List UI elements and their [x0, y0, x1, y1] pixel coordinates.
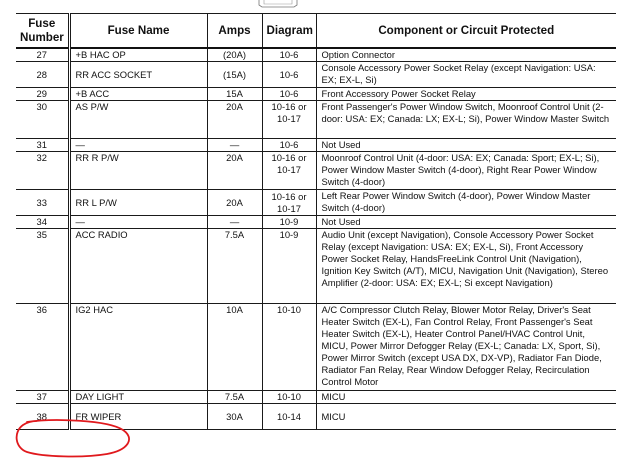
fuse-number-cell: 31 [16, 139, 69, 152]
component-cell: Option Connector [316, 48, 616, 62]
table-row [16, 404, 616, 430]
fuse-name-cell: DAY LIGHT [69, 391, 207, 404]
table-row [16, 139, 616, 152]
table-row [16, 216, 616, 229]
amps-cell: 7.5A [207, 391, 262, 404]
component-cell: MICU [316, 404, 616, 430]
fuse-name-cell: ACC RADIO [69, 229, 207, 304]
header-diagram: Diagram [262, 14, 316, 49]
diagram-cell: 10-14 [262, 404, 316, 430]
fuse-name-cell: RR ACC SOCKET [69, 62, 207, 88]
fuse-number-cell: 35 [16, 229, 69, 304]
fuse-name-cell: AS P/W [69, 101, 207, 139]
component-cell: MICU [316, 391, 616, 404]
amps-cell: (20A) [207, 48, 262, 62]
diagram-cell: 10-10 [262, 304, 316, 391]
fuse-number-cell: 34 [16, 216, 69, 229]
component-cell: A/C Compressor Clutch Relay, Blower Motor Relay, Driver's Seat Heater Switch (EX-L), Fan Control Relay, Front Passenger's Seat Heater Switch (EX-L), Heater Control Panel/HVAC Control Unit, MICU, Power Mirror Defogger Relay (EX-L; Canada: LX, Sport, Si), Power Mirror Switch (except USA DX, DX-VP), Radiator Fan Diode, Radiator Fan Relay, Rear Window Defogger Relay, Recirculation Control Motor [316, 304, 616, 391]
fuse-name-cell: RR R P/W [69, 152, 207, 190]
fuse-name-cell: +B ACC [69, 88, 207, 101]
table-row [16, 391, 616, 404]
page-top-decoration [258, 0, 298, 8]
diagram-cell: 10-9 [262, 216, 316, 229]
table-row [16, 48, 616, 62]
fuse-name-cell: FR WIPER [69, 404, 207, 430]
table-row [16, 229, 616, 304]
fuse-number-cell: 38 [16, 404, 69, 430]
fuse-number-cell: 27 [16, 48, 69, 62]
table-row [16, 190, 616, 216]
amps-cell: 20A [207, 190, 262, 216]
amps-cell: — [207, 139, 262, 152]
table-row [16, 101, 616, 139]
fuse-name-cell: IG2 HAC [69, 304, 207, 391]
amps-cell: 10A [207, 304, 262, 391]
table-row [16, 88, 616, 101]
amps-cell: 7.5A [207, 229, 262, 304]
header-amps: Amps [207, 14, 262, 49]
fuse-name-cell: — [69, 216, 207, 229]
header-fuse-name: Fuse Name [69, 14, 207, 49]
diagram-cell: 10-16 or 10-17 [262, 152, 316, 190]
component-cell: Not Used [316, 216, 616, 229]
fuse-name-cell: RR L P/W [69, 190, 207, 216]
amps-cell: 15A [207, 88, 262, 101]
table-row [16, 304, 616, 391]
fuse-number-cell: 29 [16, 88, 69, 101]
header-fuse-number: Fuse Number [16, 14, 69, 49]
fuse-number-cell: 36 [16, 304, 69, 391]
fuse-rows [16, 48, 616, 430]
fuse-number-cell: 33 [16, 190, 69, 216]
fuse-number-cell: 37 [16, 391, 69, 404]
diagram-cell: 10-6 [262, 88, 316, 101]
diagram-cell: 10-9 [262, 229, 316, 304]
amps-cell: 30A [207, 404, 262, 430]
component-cell: Moonroof Control Unit (4-door: USA: EX; Canada: Sport; EX-L; Si), Power Window Master Switch (4-door), Right Rear Power Window Switch (4-door) [316, 152, 616, 190]
fuse-name-cell: — [69, 139, 207, 152]
amps-cell: 20A [207, 101, 262, 139]
amps-cell: (15A) [207, 62, 262, 88]
fuse-number-cell: 30 [16, 101, 69, 139]
component-cell: Audio Unit (except Navigation), Console Accessory Power Socket Relay (except Navigation: USA: EX; EX-L, Si), Front Accessory Power Socket Relay, HandsFreeLink Control Unit (Navigation), Ignition Key Switch (A/T), MICU, Navigation Unit (Navigation), Stereo Amplifier (2-door: USA: EX; EX-L; Si except Navigation) [316, 229, 616, 304]
fuse-number-cell: 32 [16, 152, 69, 190]
diagram-cell: 10-16 or 10-17 [262, 190, 316, 216]
diagram-cell: 10-6 [262, 139, 316, 152]
component-cell: Left Rear Power Window Switch (4-door), Power Window Master Switch (4-door) [316, 190, 616, 216]
table-row [16, 62, 616, 88]
component-cell: Front Accessory Power Socket Relay [316, 88, 616, 101]
header-component: Component or Circuit Protected [316, 14, 616, 49]
amps-cell: — [207, 216, 262, 229]
fuse-table [16, 13, 616, 430]
component-cell: Console Accessory Power Socket Relay (except Navigation: USA: EX; EX-L, Si) [316, 62, 616, 88]
diagram-cell: 10-6 [262, 62, 316, 88]
diagram-cell: 10-16 or 10-17 [262, 101, 316, 139]
diagram-cell: 10-10 [262, 391, 316, 404]
component-cell: Front Passenger's Power Window Switch, Moonroof Control Unit (2-door: USA: EX; Canada: LX; EX-L; Si), Power Window Master Switch [316, 101, 616, 139]
diagram-cell: 10-6 [262, 48, 316, 62]
amps-cell: 20A [207, 152, 262, 190]
table-row [16, 152, 616, 190]
fuse-number-cell: 28 [16, 62, 69, 88]
fuse-name-cell: +B HAC OP [69, 48, 207, 62]
header-row [16, 14, 616, 49]
component-cell: Not Used [316, 139, 616, 152]
